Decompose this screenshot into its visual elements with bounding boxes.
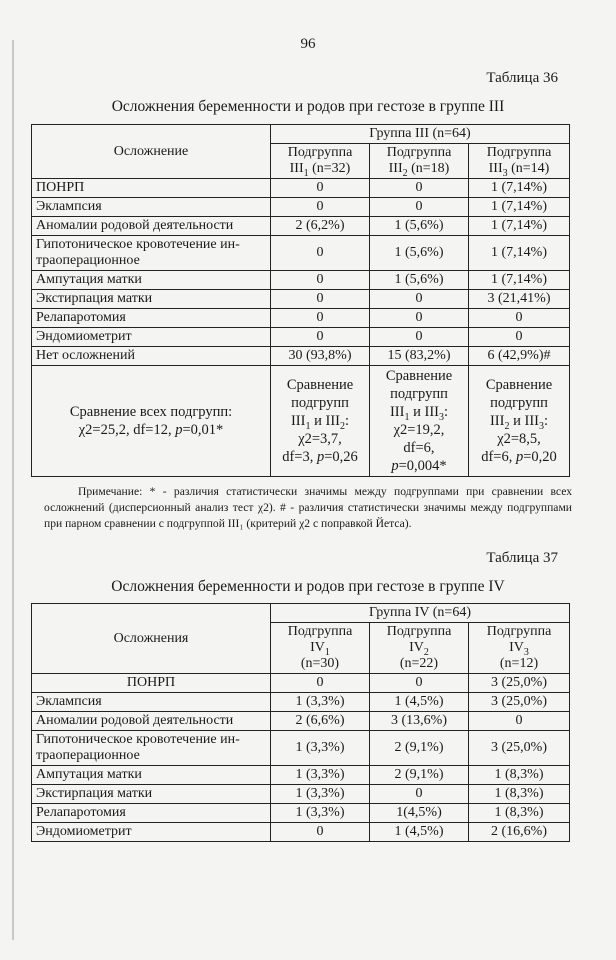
table-36-note: Примечание: * - различия статистически значимы между подгруппами при сравнении всех осложнений (дисперсионный анализ тест χ2). # - различия статистически значимы между подгруппами при парном сравнении с подгруппой III₁ (критерий χ2 с поправкой Йетса).	[44, 485, 572, 530]
cell: 0	[370, 309, 469, 328]
subgroup-header: Подгруппа $III_2$ (n=18)	[370, 144, 469, 179]
table-row	[32, 674, 570, 693]
cell: 2 (16,6%)	[469, 823, 570, 842]
column-header-complication: Осложнение	[32, 125, 271, 179]
cell: 2 (9,1%)	[370, 731, 469, 766]
cell: 1 (8,3%)	[469, 785, 570, 804]
row-label: Релапаротомия	[32, 309, 271, 328]
cell: 1 (7,14%)	[469, 198, 570, 217]
cell: 1 (7,14%)	[469, 217, 570, 236]
cell: 1 (7,14%)	[469, 236, 570, 271]
cell: 0	[271, 328, 370, 347]
cell: 1 (7,14%)	[469, 271, 570, 290]
row-label: Ампутация матки	[32, 766, 271, 785]
cell: 1 (3,3%)	[271, 693, 370, 712]
cell: 1 (5,6%)	[370, 217, 469, 236]
cell: 0	[271, 198, 370, 217]
cell: 0	[271, 271, 370, 290]
cell: 3 (25,0%)	[469, 693, 570, 712]
cell: 0	[271, 674, 370, 693]
cell: 6 (42,9%)#	[469, 347, 570, 366]
cell: 1(4,5%)	[370, 804, 469, 823]
comparison-cell: Сравнение подгрупп $III_1$ и $III_3$: χ2=19,2, df=6, p=0,004*	[370, 366, 469, 477]
row-label: Аномалии родовой деятельности	[32, 217, 271, 236]
subgroup-header: Подгруппа $III_1$ (n=32)	[271, 144, 370, 179]
row-label: Гипотоническое кровотечение ин-траоперационное	[32, 236, 271, 271]
cell: 3 (25,0%)	[469, 731, 570, 766]
subgroup-header: Подгруппа $III_3$ (n=14)	[469, 144, 570, 179]
table-36-label: Таблица 36	[486, 70, 558, 86]
group-header: Группа IV (n=64)	[271, 604, 570, 623]
table-row	[32, 347, 570, 366]
row-label: Нет осложнений	[32, 347, 271, 366]
row-label: ПОНРП	[32, 179, 271, 198]
cell: 0	[469, 712, 570, 731]
page-number: 96	[300, 36, 316, 52]
cell: 30 (93,8%)	[271, 347, 370, 366]
cell: 0	[370, 328, 469, 347]
comparison-cell: Сравнение подгрупп $III_2$ и $III_3$: χ2=8,5, df=6, p=0,20	[469, 366, 570, 477]
cell: 15 (83,2%)	[370, 347, 469, 366]
row-label: Ампутация матки	[32, 271, 271, 290]
row-label: Экстирпация матки	[32, 785, 271, 804]
table-37-title: Осложнения беременности и родов при гестозе в группе IV	[111, 578, 505, 595]
comparison-row	[32, 366, 570, 477]
cell: 2 (6,6%)	[271, 712, 370, 731]
cell: 1 (3,3%)	[271, 785, 370, 804]
cell: 0	[271, 309, 370, 328]
table-36	[31, 124, 570, 477]
table-row	[32, 804, 570, 823]
cell: 3 (21,41%)	[469, 290, 570, 309]
group-header: Группа III (n=64)	[271, 125, 570, 144]
row-label: Гипотоническое кровотечение ин-траоперационное	[32, 731, 271, 766]
table-row	[32, 236, 570, 271]
comparison-cell: Сравнение подгрупп $III_1$ и $III_2$: χ2=3,7, df=3, p=0,26	[271, 366, 370, 477]
table-row	[32, 290, 570, 309]
table-row	[32, 328, 570, 347]
cell: 0	[370, 674, 469, 693]
cell: 2 (9,1%)	[370, 766, 469, 785]
row-label: Релапаротомия	[32, 804, 271, 823]
table-row	[32, 198, 570, 217]
table-row	[32, 271, 570, 290]
cell: 3 (13,6%)	[370, 712, 469, 731]
table-header-row	[32, 125, 570, 144]
row-label: Экстирпация матки	[32, 290, 271, 309]
table-row	[32, 309, 570, 328]
cell: 1 (8,3%)	[469, 766, 570, 785]
page-edge-shadow	[12, 40, 14, 940]
subgroup-header: Подгруппа $IV_1$ (n=30)	[271, 623, 370, 674]
cell: 0	[271, 179, 370, 198]
row-label: Эндомиометрит	[32, 823, 271, 842]
table-row	[32, 693, 570, 712]
row-label: ПОНРП	[32, 674, 271, 693]
table-header-row	[32, 604, 570, 623]
cell: 1 (3,3%)	[271, 804, 370, 823]
table-36-title: Осложнения беременности и родов при гестозе в группе III	[111, 98, 505, 115]
cell: 1 (3,3%)	[271, 766, 370, 785]
cell: 0	[370, 290, 469, 309]
row-label: Аномалии родовой деятельности	[32, 712, 271, 731]
table-37-label: Таблица 37	[486, 550, 558, 566]
table-row	[32, 823, 570, 842]
table-row	[32, 785, 570, 804]
row-label: Эндомиометрит	[32, 328, 271, 347]
cell: 1 (8,3%)	[469, 804, 570, 823]
table-37	[31, 603, 570, 842]
column-header-complication: Осложнения	[32, 604, 271, 674]
cell: 0	[469, 328, 570, 347]
cell: 0	[271, 290, 370, 309]
cell: 1 (5,6%)	[370, 271, 469, 290]
table-row	[32, 731, 570, 766]
table-row	[32, 179, 570, 198]
cell: 0	[271, 236, 370, 271]
cell: 1 (3,3%)	[271, 731, 370, 766]
cell: 1 (4,5%)	[370, 693, 469, 712]
cell: 0	[370, 179, 469, 198]
table-row	[32, 766, 570, 785]
cell: 0	[370, 198, 469, 217]
table-row	[32, 217, 570, 236]
cell: 2 (6,2%)	[271, 217, 370, 236]
cell: 1 (5,6%)	[370, 236, 469, 271]
table-row	[32, 712, 570, 731]
cell: 0	[271, 823, 370, 842]
cell: 0	[469, 309, 570, 328]
subgroup-header: Подгруппа $IV_2$ (n=22)	[370, 623, 469, 674]
cell: 1 (7,14%)	[469, 179, 570, 198]
row-label: Эклампсия	[32, 693, 271, 712]
cell: 3 (25,0%)	[469, 674, 570, 693]
cell: 1 (4,5%)	[370, 823, 469, 842]
cell: 0	[370, 785, 469, 804]
subgroup-header: Подгруппа $IV_3$ (n=12)	[469, 623, 570, 674]
comparison-all-label: Сравнение всех подгрупп: χ2=25,2, df=12, p=0,01*	[32, 366, 271, 477]
row-label: Эклампсия	[32, 198, 271, 217]
